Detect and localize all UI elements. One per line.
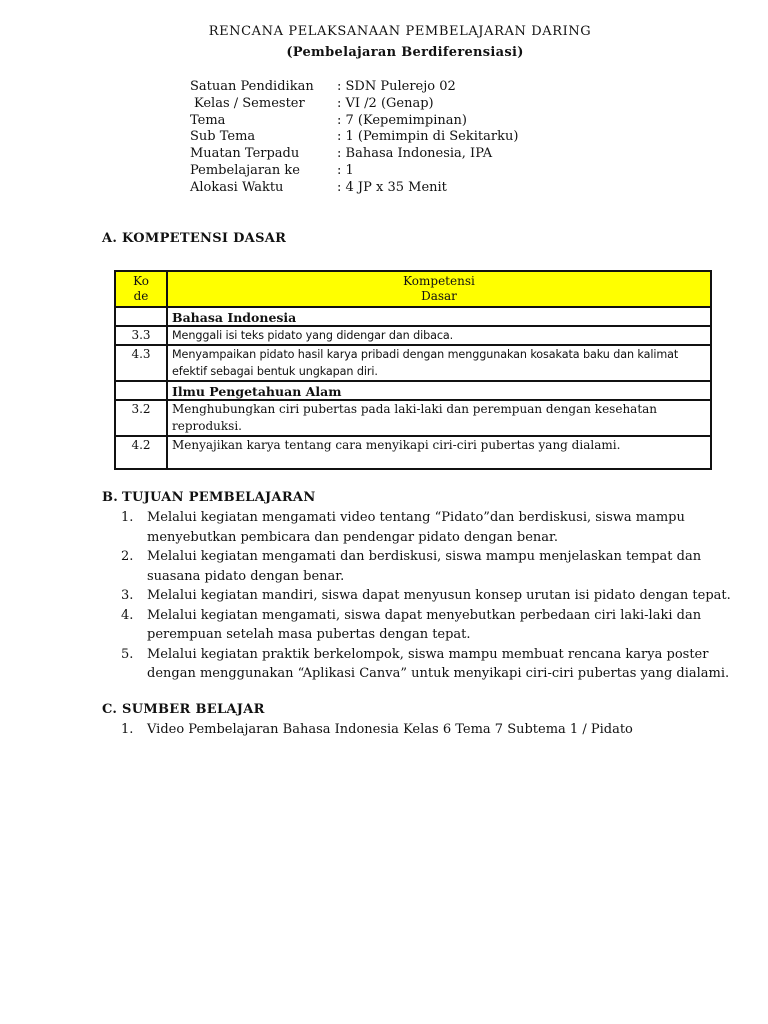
identity-value: : VI /2 (Genap) — [337, 95, 434, 111]
list-text: Melalui kegiatan praktik berkelompok, siswa mampu membuat rencana karya poster dengan menggunakan “Aplikasi Canva” untuk menyikapi ciri-ciri pubertas yang dialami. — [147, 646, 730, 681]
empty-code-cell — [115, 381, 167, 400]
subject-cell: Bahasa Indonesia — [167, 307, 711, 326]
header-competency-cell — [167, 271, 711, 307]
subject-row — [115, 381, 711, 400]
empty-code-cell — [115, 307, 167, 326]
subject-cell: Ilmu Pengetahuan Alam — [167, 381, 711, 400]
table-row — [115, 400, 711, 436]
competency-cell: Menyampaikan pidato hasil karya pribadi dengan menggunakan kosakata baku dan kalimat efektif sebagai bentuk ungkapan diri. — [167, 345, 711, 381]
list-item — [121, 720, 731, 740]
section-title: SUMBER BELAJAR — [122, 702, 265, 717]
code-cell: 3.2 — [115, 400, 167, 436]
identity-value: : Bahasa Indonesia, IPA — [337, 146, 493, 162]
list-number: 5. — [121, 646, 134, 662]
identity-value: : 7 (Kepemimpinan) — [337, 112, 467, 128]
identity-label: Sub Tema — [190, 129, 256, 145]
list-number: 1. — [121, 510, 134, 525]
table-row — [115, 436, 711, 469]
section-letter: A. — [102, 231, 118, 246]
identity-label: Pembelajaran ke — [190, 162, 300, 178]
header-competency-line: Dasar — [421, 289, 457, 303]
code-cell: 4.3 — [115, 345, 167, 381]
header-code-cell — [115, 271, 167, 307]
document-title: RENCANA PELAKSANAAN PEMBELAJARAN DARING — [208, 24, 592, 39]
identity-value: : 1 (Pemimpin di Sekitarku) — [337, 129, 519, 145]
competency-table — [114, 270, 712, 470]
competency-cell: Menghubungkan ciri pubertas pada laki-laki dan perempuan dengan kesehatan reproduksi. — [167, 400, 711, 436]
table-header-row — [115, 271, 711, 307]
list-item — [121, 547, 731, 586]
subject-row — [115, 307, 711, 326]
identity-label: Muatan Terpadu — [190, 146, 300, 162]
list-text: Video Pembelajaran Bahasa Indonesia Kelas 6 Tema 7 Subtema 1 / Pidato — [147, 722, 633, 737]
section-a-heading — [102, 231, 286, 246]
document-subtitle: (Pembelajaran Berdiferensiasi) — [286, 45, 524, 60]
list-number: 3. — [121, 588, 134, 603]
competency-cell: Menggali isi teks pidato yang didengar dan dibaca. — [167, 326, 711, 345]
sources-list — [121, 720, 731, 740]
list-item — [121, 606, 731, 645]
identity-value: : 4 JP x 35 Menit — [337, 179, 447, 195]
header-competency-line: Kompetensi — [403, 274, 475, 288]
identity-value: : SDN Pulerejo 02 — [337, 79, 456, 94]
code-cell: 4.2 — [115, 436, 167, 469]
list-number: 1. — [121, 722, 134, 737]
header-code-line: Ko — [133, 274, 149, 288]
objectives-list — [121, 508, 731, 684]
list-number: 4. — [121, 607, 134, 623]
section-letter: C. — [102, 702, 118, 717]
list-text: Melalui kegiatan mengamati, siswa dapat menyebutkan perbedaan ciri laki-laki dan perempuan setelah masa pubertas dengan tepat. — [147, 607, 702, 642]
competency-cell: Menyajikan karya tentang cara menyikapi ciri-ciri pubertas yang dialami. — [167, 436, 711, 469]
section-c-heading — [102, 702, 265, 717]
list-number: 2. — [121, 549, 134, 564]
identity-label: Kelas / Semester — [194, 95, 305, 111]
identity-label: Satuan Pendidikan — [190, 79, 314, 94]
identity-value: : 1 — [337, 162, 354, 178]
section-title: TUJUAN PEMBELAJARAN — [122, 490, 316, 505]
list-item — [121, 508, 731, 547]
identity-label: Alokasi Waktu — [190, 179, 284, 195]
list-item — [121, 645, 731, 684]
list-item — [121, 586, 731, 606]
list-text: Melalui kegiatan mandiri, siswa dapat menyusun konsep urutan isi pidato dengan tepat. — [147, 588, 731, 603]
table-row — [115, 326, 711, 345]
list-text: Melalui kegiatan mengamati video tentang “Pidato”dan berdiskusi, siswa mampu menyebutkan pembicara dan pendengar pidato dengan benar. — [147, 510, 685, 545]
header-code-line: de — [133, 289, 149, 303]
list-text: Melalui kegiatan mengamati dan berdiskusi, siswa mampu menjelaskan tempat dan suasana pidato dengan benar. — [147, 549, 702, 584]
identity-label: Tema — [190, 112, 226, 128]
section-b-heading — [102, 490, 316, 505]
section-letter: B. — [102, 490, 119, 505]
code-cell: 3.3 — [115, 326, 167, 345]
section-title: KOMPETENSI DASAR — [122, 231, 287, 246]
table-row — [115, 345, 711, 381]
